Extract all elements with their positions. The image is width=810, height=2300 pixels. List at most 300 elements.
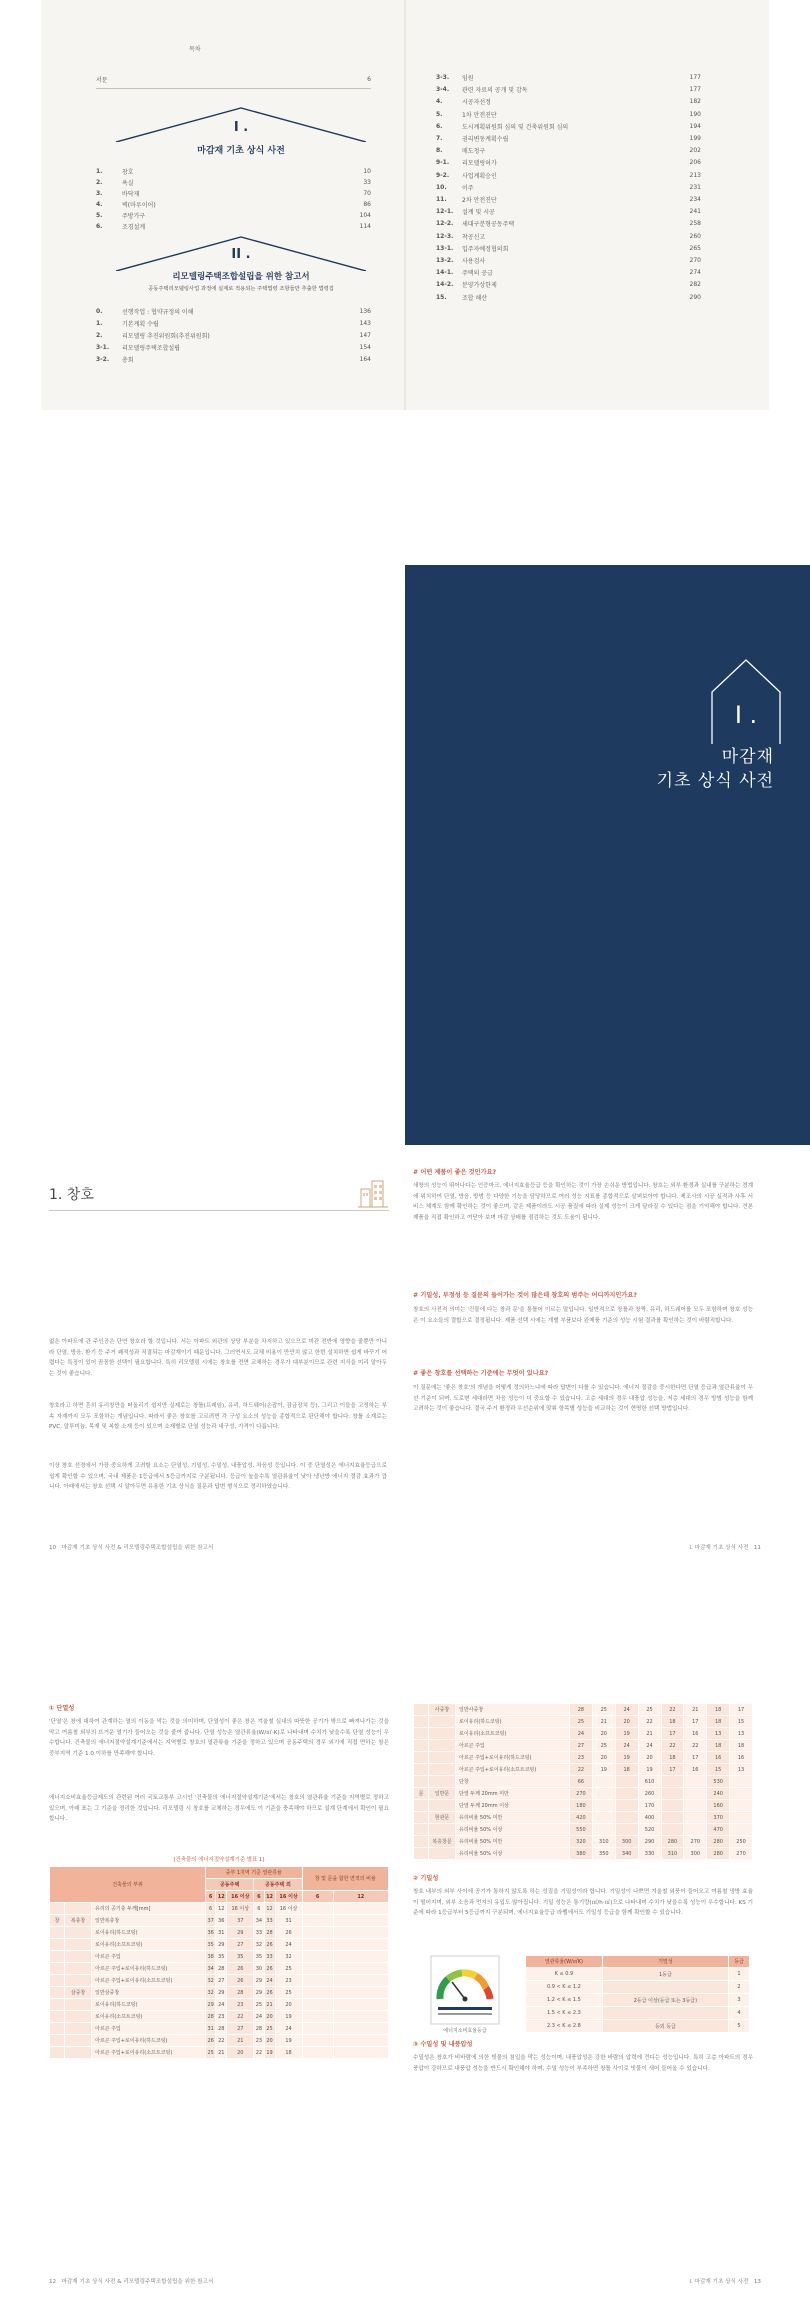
toc-item[interactable] <box>96 199 371 210</box>
toc-item-page: 241 <box>689 208 701 216</box>
table-cell: 6 <box>254 1903 264 1915</box>
toc-item[interactable] <box>436 145 701 156</box>
toc-item[interactable] <box>96 188 371 199</box>
table-cell: 35 <box>254 1951 264 1963</box>
toc-item-label: 설계 및 시공 <box>462 209 495 217</box>
page-number: 11 <box>753 1545 761 1551</box>
table-cell: 18 <box>661 1716 684 1728</box>
table-cell <box>333 1963 388 1975</box>
toc-item-num: 3-2. <box>96 356 110 363</box>
table-cell: 2등급 이상(등급 또는 3등급) <box>602 1994 728 2007</box>
table-cell <box>302 2011 333 2023</box>
toc-item-label: 창호 <box>122 169 134 176</box>
section-heading: ③ 수밀성 및 내풍압성 <box>413 2041 473 2048</box>
toc-item[interactable] <box>96 318 371 329</box>
table-cell: 등외 등급 <box>602 2020 728 2033</box>
table-row <box>414 1824 753 1836</box>
table-cell <box>333 1999 388 2011</box>
cover-title <box>657 745 774 793</box>
toc-item-label: 2차 안전진단 <box>462 197 497 204</box>
toc-item-num: 14-1. <box>436 269 454 277</box>
table-cell: 330 <box>638 1848 661 1860</box>
toc-item-num: 3-4. <box>436 86 450 94</box>
toc-item-page: 265 <box>689 244 701 252</box>
toc-item[interactable] <box>436 255 701 266</box>
table-row-label: 아르곤 주입+로이유리(하드코팅) <box>456 1752 570 1764</box>
table-cell: 160 <box>707 1800 730 1812</box>
table-cell <box>730 1800 753 1812</box>
table-subgroup-cell <box>429 1728 456 1740</box>
table-group-cell <box>414 1704 429 1716</box>
table-cell: 28 <box>254 2023 264 2035</box>
toc-item[interactable] <box>436 194 701 205</box>
paragraph: '단열'은 창에 대하여 관계하는 열의 이동을 막는 것을 의미하며, 단열성이 좋은 창은 겨울철 실내의 따뜻한 공기가 밖으로 빠져나가는 것을 막고 여름철 외부의 뜨거운 열기가 들어오는 것을 줄여 줍니다. 단열 성능은 열관류율(W/㎡·K)로 나타내며 수치가 낮을수록 단열 성능이 우수합니다. 건축물의 에너지절약설계기준에서는 지역별로 창호의 열관류율 기준을 정하고 있으며 공동주택의 경우 외기에 직접 면하는 창은 중부지역 기준 1.0 이하를 만족해야 합니다. <box>49 1719 389 1757</box>
table-group-cell <box>50 1939 65 1951</box>
table-cell: 25 <box>206 2047 216 2059</box>
table-group-cell <box>50 2035 65 2047</box>
toc-item[interactable] <box>436 133 701 144</box>
table-cell: 18 <box>730 1740 753 1752</box>
table-row <box>526 2020 750 2033</box>
table-cell: 38 <box>206 1951 216 1963</box>
table-cell: 31 <box>275 1915 302 1927</box>
table-cell: 170 <box>638 1800 661 1812</box>
table-cell: 26 <box>264 1963 275 1975</box>
table-row-label: 아르곤 주입+로이유리(소프트코팅) <box>92 1975 206 1987</box>
toc-item-label: 이주 <box>462 184 474 192</box>
table-cell <box>684 1824 707 1836</box>
table-cell: 420 <box>570 1812 593 1824</box>
table-cell <box>615 1824 638 1836</box>
table-cell: 520 <box>638 1824 661 1836</box>
toc-item[interactable] <box>436 121 701 132</box>
table-header: 등급 <box>729 1956 750 1968</box>
table-cell: 32 <box>206 1975 216 1987</box>
toc-item-page: 194 <box>689 122 701 130</box>
table-cell: 19 <box>275 2011 302 2023</box>
table-row-label: 아르곤 주입 <box>456 1740 570 1752</box>
toc-item-page: 70 <box>363 190 371 197</box>
toc-item-num: 3-1. <box>96 344 110 351</box>
table-group-cell <box>414 1824 429 1836</box>
table-cell <box>730 1776 753 1788</box>
table-cell <box>615 1776 638 1788</box>
table-cell: 22 <box>254 2047 264 2059</box>
table-group-cell <box>50 2023 65 2035</box>
toc-item[interactable] <box>436 206 701 217</box>
energy-grade-label-icon <box>430 1955 500 2025</box>
toc-item-page: 231 <box>689 183 701 191</box>
table-cell: 34 <box>206 1963 216 1975</box>
table-cell: 16 <box>684 1764 707 1776</box>
table-group-cell <box>50 1975 65 1987</box>
table-cell: 19 <box>615 1752 638 1764</box>
toc-item-num: 2. <box>96 332 103 339</box>
page-10 <box>41 1155 405 1560</box>
table-row-label: 아르곤 주입+로이유리(하드코팅) <box>92 1963 206 1975</box>
table-header: 16 이상 <box>227 1891 254 1903</box>
toc-item-num: 2. <box>96 179 103 186</box>
toc-item-num: 5. <box>96 212 103 219</box>
toc-item[interactable] <box>96 354 371 365</box>
table-cell: 18 <box>615 1764 638 1776</box>
table-subgroup-cell <box>65 1963 92 1975</box>
table-cell <box>661 1788 684 1800</box>
toc-item-page: 258 <box>689 220 701 228</box>
table-cell: 35 <box>206 1939 216 1951</box>
cover-title-line2: 기초 상식 사전 <box>656 771 774 791</box>
toc-item-label: 리모델링 추진위원회(추진위원회) <box>122 333 210 340</box>
table-subgroup-cell <box>65 2047 92 2059</box>
toc-item-label: 세대구분형공동주택 <box>462 221 515 229</box>
table-cell: 550 <box>570 1824 593 1836</box>
toc-item[interactable] <box>436 292 701 303</box>
table-cell <box>333 1915 388 1927</box>
table-cell: 30 <box>254 1963 264 1975</box>
table-row-label: 유리비율 50% 미만 <box>456 1812 570 1824</box>
table-cell: 25 <box>275 1987 302 1999</box>
toc-item[interactable] <box>96 330 371 341</box>
table-row-label: 유리비율 50% 이상 <box>456 1848 570 1860</box>
toc-item-label: 욕실 <box>122 180 134 187</box>
toc-item-num: 9-1. <box>436 159 450 167</box>
running-title: I. 마감재 기초 상식 사전 <box>689 2279 749 2285</box>
toc-item-num: 14-2. <box>436 281 454 289</box>
table-cell: 21 <box>227 2035 254 2047</box>
toc-item[interactable] <box>436 218 701 229</box>
toc-item-page: 154 <box>359 344 371 351</box>
table-cell <box>602 1981 728 1994</box>
part2-subtitle: 공동주택리모델링사업 과정에 실제로 적용되는 주택법령 조항들만 추출한 법령집 <box>148 286 334 292</box>
table-row-label: 단열 두께 20mm 이상 <box>456 1800 570 1812</box>
table-cell <box>684 1788 707 1800</box>
table-row <box>50 2035 389 2047</box>
table-cell: 240 <box>707 1788 730 1800</box>
table-group-cell <box>414 1764 429 1776</box>
table-cell: 260 <box>638 1788 661 1800</box>
table-cell: 12 <box>216 1903 227 1915</box>
table-row <box>526 1994 750 2007</box>
table-cell <box>333 2047 388 2059</box>
table-row <box>414 1728 753 1740</box>
table-cell <box>302 2035 333 2047</box>
table-subgroup-cell: 복층창문 <box>429 1836 456 1848</box>
table-cell <box>333 2011 388 2023</box>
table-cell: 22 <box>661 1740 684 1752</box>
table-cell <box>615 1800 638 1812</box>
toc-item-page: 86 <box>363 201 371 208</box>
answer-paragraph: 창호의 사전적 의미는 '건물에 다는 창과 문'을 통틀어 이르는 말입니다. 일반적으로 창틀과 창짝, 유리, 하드웨어를 모두 포함하며 창호 성능은 이 요소들의 결합으로 결정됩니다. 제품 선택 시에는 개별 부품보다 완제품 기준의 성능 시험 결과를 확인하는 것이 바람직합니다. <box>413 1307 753 1324</box>
table-cell: 180 <box>570 1800 593 1812</box>
table-row <box>50 1903 389 1915</box>
table-subgroup-cell <box>65 1951 92 1963</box>
table-cell: 24 <box>275 1939 302 1951</box>
toc-preface-page: 6 <box>367 76 371 83</box>
table-cell: 18 <box>707 1704 730 1716</box>
toc-item[interactable] <box>436 96 701 107</box>
toc-item-page: 10 <box>363 168 371 175</box>
table-cell: 17 <box>661 1764 684 1776</box>
table-cell: 350 <box>592 1848 615 1860</box>
running-title: I. 마감재 기초 상식 사전 <box>689 1545 749 1551</box>
divider <box>96 88 371 89</box>
toc-preface[interactable] <box>96 74 371 85</box>
toc-item[interactable] <box>96 166 371 177</box>
table-row <box>526 2007 750 2020</box>
table-cell: 6 <box>206 1903 216 1915</box>
toc-item[interactable] <box>436 182 701 193</box>
table-row-label: 단열 두께 20mm 미만 <box>456 1788 570 1800</box>
table-row <box>50 2011 389 2023</box>
table-row-label: 일반복층창 <box>92 1915 206 1927</box>
toc-item[interactable] <box>96 210 371 221</box>
table-cell: 300 <box>615 1836 638 1848</box>
table-cell: 13 <box>730 1764 753 1776</box>
toc-item-label: 기본계획 수립 <box>122 321 159 328</box>
table-cell: 27 <box>227 1939 254 1951</box>
question-heading: # 좋은 창호를 선택하는 기준에는 무엇이 있나요? <box>413 1370 549 1377</box>
table-cell: 12 <box>264 1903 275 1915</box>
table-cell: 5 <box>729 2020 750 2033</box>
toc-item-label: 입주자예정협의회 <box>462 245 509 253</box>
table-cell: 23 <box>570 1752 593 1764</box>
table-cell: 1.5 < K ≤ 2.3 <box>526 2007 603 2020</box>
table-cell <box>302 1987 333 1999</box>
question-heading: # 기밀성, 부정성 등 질문의 들어가는 것이 많은데 창호의 범주는 어디까지인가요? <box>413 1292 637 1299</box>
table-cell <box>592 1812 615 1824</box>
part1-roman: I . <box>233 120 249 135</box>
toc-item[interactable] <box>436 243 701 254</box>
table-cell: 2 <box>729 1981 750 1994</box>
toc-item-label: 사용검사 <box>462 258 486 265</box>
table-cell: 290 <box>638 1836 661 1848</box>
table-cell <box>333 1987 388 1999</box>
table-cell: 270 <box>684 1836 707 1848</box>
table-cell: 280 <box>661 1836 684 1848</box>
table-row <box>414 1836 753 1848</box>
toc-item-page: 136 <box>359 308 371 315</box>
toc-item-page: 164 <box>359 356 371 363</box>
table-cell: 25 <box>638 1704 661 1716</box>
table-cell: 27 <box>570 1740 593 1752</box>
table-row-label: 일반사중창 <box>456 1704 570 1716</box>
table-cell: 17 <box>661 1728 684 1740</box>
table-cell: 19 <box>638 1764 661 1776</box>
table-subgroup-cell <box>429 1776 456 1788</box>
toc-item-label: 권리변동계획수립 <box>462 136 509 143</box>
table-cell: 25 <box>275 1963 302 1975</box>
table-header: 공동주택 외 <box>254 1879 302 1891</box>
table-row-label: 일반삼중창 <box>92 1987 206 1999</box>
table-cell: 15 <box>707 1764 730 1776</box>
table-cell: 16 <box>684 1728 707 1740</box>
table-group-cell <box>50 1963 65 1975</box>
table-row <box>50 1975 389 1987</box>
paragraph: 수밀성은 창호가 비바람에 의한 빗물의 침입을 막는 성능이며, 내풍압성은 강한 바람의 압력에 견디는 성능입니다. 특히 고층 아파트의 경우 풍압이 강하므로 내풍압 성능을 반드시 확인해야 하며, 수밀 성능이 부족하면 창틀 사이로 빗물이 새어 들어올 수 있습니다. <box>413 2055 753 2072</box>
table-cell: 24 <box>638 1740 661 1752</box>
table-row <box>526 1981 750 1994</box>
table-row-label: 로이유리(소프트코팅) <box>456 1728 570 1740</box>
table-row <box>50 2047 389 2059</box>
table-subgroup-cell <box>429 1848 456 1860</box>
table-cell: 28 <box>206 2011 216 2023</box>
table-cell: 32 <box>275 1951 302 1963</box>
table-cell: 18 <box>707 1740 730 1752</box>
table-cell: 13 <box>707 1728 730 1740</box>
table-cell: 22 <box>570 1764 593 1776</box>
toc-item[interactable] <box>436 231 701 242</box>
table-group-cell <box>414 1728 429 1740</box>
table-cell: 21 <box>638 1728 661 1740</box>
table-cell: 29 <box>254 1975 264 1987</box>
table-cell: 16 이상 <box>275 1903 302 1915</box>
toc-item-label: 벽(마루이어) <box>122 202 156 209</box>
table-cell: 19 <box>264 2047 275 2059</box>
chapter-rule <box>49 1210 389 1211</box>
table-row <box>414 1848 753 1860</box>
table-cell: 28 <box>216 2023 227 2035</box>
table-cell <box>684 1800 707 1812</box>
toc-item-page: 260 <box>689 232 701 240</box>
table-header: 12 <box>333 1891 388 1903</box>
table-row <box>50 1963 389 1975</box>
table-row <box>50 1987 389 1999</box>
toc-item[interactable] <box>96 221 371 232</box>
toc-item-num: 13-2. <box>436 257 454 264</box>
table-cell: 320 <box>570 1836 593 1848</box>
toc-item[interactable] <box>436 157 701 168</box>
page-number: 13 <box>753 2279 761 2285</box>
toc-item[interactable] <box>96 306 371 317</box>
table-cell <box>684 1776 707 1788</box>
toc-item-page: 104 <box>359 212 371 219</box>
table-cell <box>730 1812 753 1824</box>
table-header: 12 <box>264 1891 275 1903</box>
table-cell <box>302 2023 333 2035</box>
table-cell: 36 <box>216 1915 227 1927</box>
table-cell: K ≤ 0.9 <box>526 1968 603 1981</box>
table-cell: 16 이상 <box>227 1903 254 1915</box>
toc-item[interactable] <box>436 267 701 278</box>
toc-item[interactable] <box>96 177 371 188</box>
table-cell <box>333 1927 388 1939</box>
table-cell <box>333 2023 388 2035</box>
table-cell: 20 <box>264 2011 275 2023</box>
table-cell <box>302 1951 333 1963</box>
table-subgroup-cell <box>65 1927 92 1939</box>
table-cell: 15 <box>730 1716 753 1728</box>
toc-item[interactable] <box>436 109 701 120</box>
table-subgroup-cell <box>65 1999 92 2011</box>
table-cell: 24 <box>216 1999 227 2011</box>
table-cell: 25 <box>592 1740 615 1752</box>
toc-item-page: 274 <box>689 269 701 277</box>
table-cell: 380 <box>570 1848 593 1860</box>
table-cell: 22 <box>216 2035 227 2047</box>
table-subgroup-cell <box>65 2011 92 2023</box>
table-header: 건축물의 부위 <box>50 1867 206 1903</box>
table-cell: 32 <box>254 1939 264 1951</box>
table-row <box>526 1968 750 1981</box>
table-row <box>414 1716 753 1728</box>
table-row-label: 로이유리(하드코팅) <box>92 1927 206 1939</box>
table-cell: 21 <box>264 1999 275 2011</box>
table-subgroup-cell <box>429 1800 456 1812</box>
toc-item-label: 바닥재 <box>122 191 140 198</box>
table-cell: 19 <box>615 1728 638 1740</box>
table-subgroup-cell <box>429 1824 456 1836</box>
toc-item-num: 7. <box>436 135 443 142</box>
toc-item-label: 조경설계 <box>122 224 146 231</box>
toc-item[interactable] <box>96 342 371 353</box>
cover-title-line1: 마감재 <box>721 747 774 767</box>
table-cell: 29 <box>254 1987 264 1999</box>
table-cell: 3 <box>729 1994 750 2007</box>
table-cell: 66 <box>570 1776 593 1788</box>
toc-item[interactable] <box>436 170 701 181</box>
toc-item[interactable] <box>436 84 701 95</box>
table-cell <box>302 2047 333 2059</box>
table-row-label: 아르곤 주입+로이유리(소프트코팅) <box>456 1764 570 1776</box>
toc-item-num: 12-1. <box>436 208 454 216</box>
table-row-label: 아르곤 주입 <box>92 2023 206 2035</box>
table-cell: 17 <box>684 1716 707 1728</box>
table-row <box>50 1939 389 1951</box>
toc-item-num: 4. <box>436 98 443 106</box>
section-heading: ① 단열성 <box>49 1705 75 1712</box>
table-cell: 25 <box>570 1716 593 1728</box>
table-cell <box>592 1800 615 1812</box>
table-group-cell <box>50 1951 65 1963</box>
table-cell: 24 <box>570 1728 593 1740</box>
table-cell: 270 <box>570 1788 593 1800</box>
table-cell: 610 <box>638 1776 661 1788</box>
table-header: 6 <box>206 1891 216 1903</box>
table-cell <box>302 1939 333 1951</box>
toc-item-page: 234 <box>689 196 701 203</box>
table-cell: 26 <box>264 1939 275 1951</box>
table-row <box>50 2023 389 2035</box>
toc-spread <box>41 0 769 410</box>
table-cell: 33 <box>264 1951 275 1963</box>
table-row <box>50 1915 389 1927</box>
footer <box>689 2277 761 2285</box>
toc-item-num: 6. <box>436 122 443 130</box>
toc-item-num: 1. <box>96 320 103 327</box>
table-subgroup-cell: 일반문 <box>429 1788 456 1800</box>
toc-item-page: 290 <box>689 293 701 301</box>
table-row-label: 유리의 공기층 두께[mm] <box>92 1903 206 1915</box>
toc-item[interactable] <box>436 72 701 83</box>
table-row-label: 로이유리(소프트코팅) <box>92 2011 206 2023</box>
table-group-cell <box>414 1740 429 1752</box>
table-subgroup-cell <box>65 1939 92 1951</box>
table-cell: 29 <box>216 1939 227 1951</box>
table-cell: 1등급 <box>602 1968 728 1981</box>
table-cell <box>592 1824 615 1836</box>
toc-item[interactable] <box>436 279 701 290</box>
paragraph: 창호라고 하면 흔히 유리창만을 떠올리기 쉽지만 실제로는 창틀(프레임), 유리, 하드웨어(손잡이, 잠금장치 등), 그리고 이들을 고정하는 부속 자재까지 모두 포함하는 개념입니다. 따라서 좋은 창호를 고르려면 각 구성 요소의 성능을 종합적으로 판단해야 합니다. 창틀 소재로는 PVC, 알루미늄, 목재 및 복합 소재 등이 있으며 소재별로 단열 성능과 내구성, 가격이 다릅니다. <box>49 1403 387 1430</box>
table-row-label: 유리비율 50% 이상 <box>456 1824 570 1836</box>
paragraph: 에너지소비효율등급제도의 관련된 여러 국토교통부 고시인 '건축물의 에너지절약설계기준'에서는 창호의 열관류율 기준을 지역별로 정하고 있으며, 아래 표는 그 기준을 정리한 것입니다. 리모델링 시 창호를 교체하는 경우에도 이 기준을 충족해야 하므로 설계 단계에서 확인이 필요합니다. <box>49 1795 389 1822</box>
table-group-cell <box>50 1903 65 1915</box>
toc-item-page: 177 <box>689 86 701 94</box>
table-cell: 25 <box>264 2023 275 2035</box>
table-cell: 28 <box>264 1927 275 1939</box>
toc-item-label: 임원 <box>462 75 474 82</box>
table-cell: 21 <box>216 2047 227 2059</box>
table-header: 창 및 문을 합한 면적의 비율 <box>302 1867 388 1891</box>
